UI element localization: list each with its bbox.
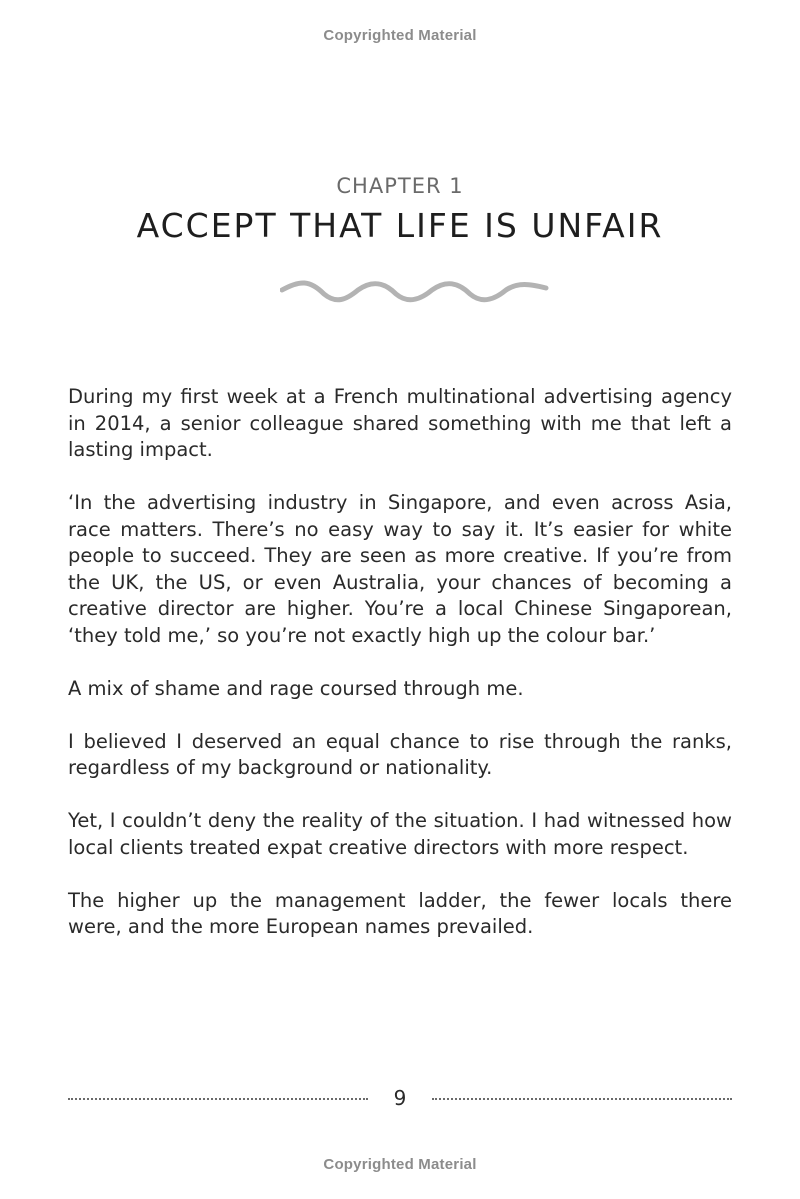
squiggle-divider — [280, 278, 550, 308]
chapter-title: ACCEPT THAT LIFE IS UNFAIR — [136, 206, 664, 245]
page-number: 9 — [393, 1086, 407, 1110]
footer-dotted-rule-right — [432, 1098, 732, 1100]
paragraph: The higher up the management ladder, the fewer locals there were, and the more European names prevailed. — [68, 888, 732, 938]
paragraph: I believed I deserved an equal chance to rise through the ranks, regardless of my background or nationality. — [68, 729, 732, 779]
copyright-watermark-bottom: Copyrighted Material — [323, 1156, 477, 1173]
paragraph: Yet, I couldn’t deny the reality of the situation. I had witnessed how local clients treated expat creative directors with more respect. — [68, 809, 732, 859]
paragraph: ‘In the advertising industry in Singapore, and even across Asia, race matters. There’s no easy way to say it. It’s easier for white people to succeed. They are seen as more creative. If you’re from the UK, the US, or even Australia, your chances of becoming a creative director are higher. You’re a local Chinese Singaporean, ‘they told me,’ so you’re not exactly high up the colour bar.’ — [68, 491, 732, 647]
body-text — [68, 384, 732, 967]
copyright-watermark-top: Copyrighted Material — [323, 27, 477, 44]
chapter-label: CHAPTER 1 — [336, 174, 464, 198]
paragraph: A mix of shame and rage coursed through me. — [68, 676, 524, 700]
paragraph: During my first week at a French multinational advertising agency in 2014, a senior colleague shared something with me that left a lasting impact. — [68, 385, 732, 461]
footer-dotted-rule-left — [68, 1098, 368, 1100]
